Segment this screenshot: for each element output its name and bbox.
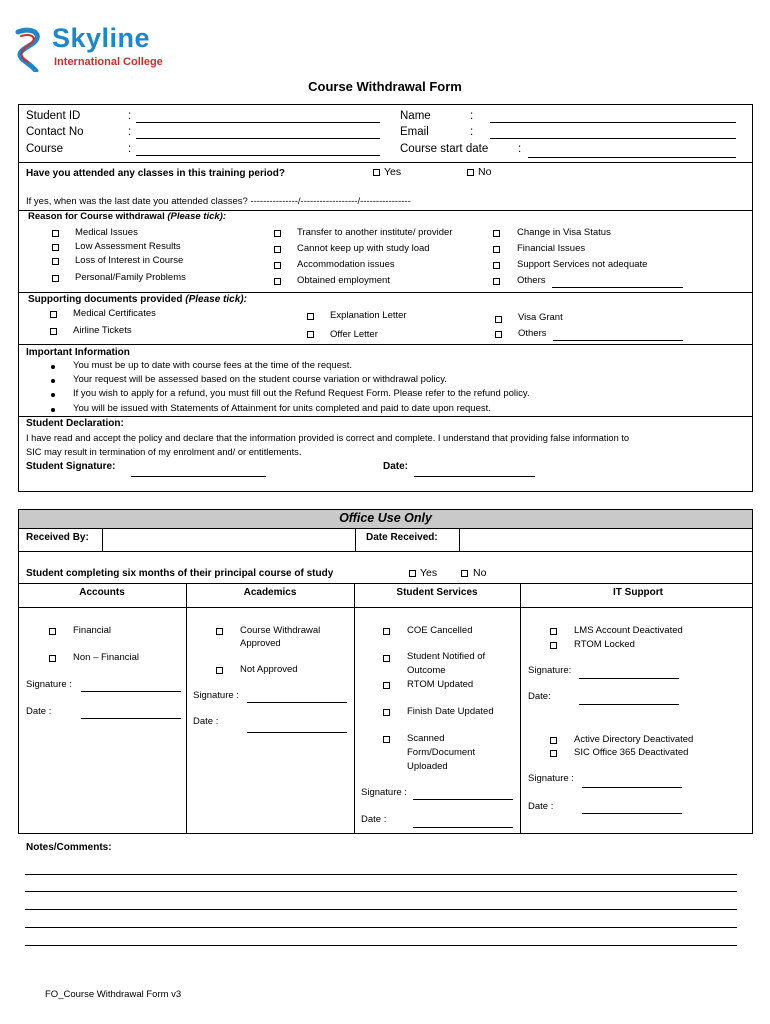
reason-option: Support Services not adequate xyxy=(517,259,648,270)
reason-option: Financial Issues xyxy=(517,243,586,254)
academics-checkbox[interactable] xyxy=(216,667,223,674)
document-checkbox[interactable] xyxy=(307,313,314,320)
student-services-option: RTOM Updated xyxy=(407,679,474,690)
reason-checkbox[interactable] xyxy=(52,230,59,237)
office-title: Office Use Only xyxy=(339,511,432,525)
course-label: Course xyxy=(26,143,64,155)
declaration-title: Student Declaration: xyxy=(26,418,124,429)
notes-line[interactable] xyxy=(25,891,737,892)
academics-date-field[interactable] xyxy=(247,732,347,733)
reason-checkbox[interactable] xyxy=(274,262,281,269)
accounts-date-field[interactable] xyxy=(81,718,181,719)
student-services-signature-label: Signature : xyxy=(361,787,407,798)
reason-option: Obtained employment xyxy=(297,275,390,286)
it-support-checkbox[interactable] xyxy=(550,750,557,757)
it-support-option: LMS Account Deactivated xyxy=(574,625,683,636)
colon: : xyxy=(128,110,132,122)
reason-option: Low Assessment Results xyxy=(75,241,181,252)
name-label: Name xyxy=(400,110,431,122)
accounts-date-label: Date : xyxy=(26,706,52,717)
reason-option: Personal/Family Problems xyxy=(75,272,186,283)
accounts-option: Financial xyxy=(73,625,112,636)
document-checkbox[interactable] xyxy=(50,328,57,335)
important-title: Important Information xyxy=(26,347,130,358)
bullet xyxy=(51,379,55,383)
date-received-field[interactable] xyxy=(460,529,752,550)
academics-signature-label: Signature : xyxy=(193,690,239,701)
important-item: Your request will be assessed based on the student course variation or withdrawal policy. xyxy=(73,374,447,385)
six-months-no-label: No xyxy=(473,567,487,579)
student-services-checkbox[interactable] xyxy=(383,709,390,716)
document-option: Airline Tickets xyxy=(73,325,132,336)
email-label: Email xyxy=(400,126,429,138)
reason-checkbox[interactable] xyxy=(493,278,500,285)
reason-checkbox[interactable] xyxy=(493,262,500,269)
it-support-option: RTOM Locked xyxy=(574,639,635,650)
accounts-checkbox[interactable] xyxy=(49,655,56,662)
reason-option: Cannot keep up with study load xyxy=(297,243,430,254)
reason-title: Reason for Course withdrawal (Please tick): xyxy=(28,211,226,222)
student-signature-field[interactable] xyxy=(131,476,266,477)
it-support-signature-field[interactable] xyxy=(582,787,682,788)
reason-checkbox[interactable] xyxy=(493,246,500,253)
six-months-yes-checkbox[interactable] xyxy=(409,570,416,577)
student-services-option: Outcome xyxy=(407,665,446,676)
declaration-text: SIC may result in termination of my enrolment and/ or entitlements. xyxy=(26,447,302,457)
notes-line[interactable] xyxy=(25,945,737,946)
colon: : xyxy=(128,143,132,155)
student-services-checkbox[interactable] xyxy=(383,655,390,662)
colon: : xyxy=(470,110,474,122)
student-services-header: Student Services xyxy=(396,587,478,598)
student-signature-label: Student Signature: xyxy=(26,461,116,472)
reason-checkbox[interactable] xyxy=(52,244,59,251)
academics-date-label: Date : xyxy=(193,716,219,727)
college-logo xyxy=(12,24,177,74)
date-received-label: Date Received: xyxy=(366,532,438,543)
student-services-option: Uploaded xyxy=(407,761,448,772)
academics-option: Course Withdrawal xyxy=(240,625,321,636)
reason-others-field[interactable] xyxy=(552,287,683,288)
important-item: If you wish to apply for a refund, you must fill out the Refund Request Form. Please refer to the refund policy. xyxy=(73,388,530,399)
it-support-signature-label: Signature: xyxy=(528,665,572,676)
it-support-checkbox[interactable] xyxy=(550,628,557,635)
reason-checkbox[interactable] xyxy=(52,275,59,282)
colon: : xyxy=(518,143,522,155)
notes-line[interactable] xyxy=(25,909,737,910)
contact-no-field[interactable] xyxy=(136,138,380,139)
it-support-option: SIC Office 365 Deactivated xyxy=(574,747,689,758)
academics-header: Academics xyxy=(243,587,297,598)
reason-checkbox[interactable] xyxy=(52,258,59,265)
it-support-date-field[interactable] xyxy=(579,704,679,705)
it-support-header: IT Support xyxy=(613,587,663,598)
received-by-field[interactable] xyxy=(103,529,353,550)
reason-option: Transfer to another institute/ provider xyxy=(297,227,453,238)
document-checkbox[interactable] xyxy=(495,316,502,323)
student-services-date-field[interactable] xyxy=(413,827,513,828)
reason-option: Change in Visa Status xyxy=(517,227,611,238)
student-services-option: COE Cancelled xyxy=(407,625,473,636)
reason-checkbox[interactable] xyxy=(274,246,281,253)
logo-name: Skyline xyxy=(52,23,151,53)
document-option: Offer Letter xyxy=(330,329,378,340)
office-use-section xyxy=(18,509,753,834)
it-support-signature-field[interactable] xyxy=(579,678,679,679)
attendance-no-label: No xyxy=(478,166,492,178)
six-months-question: Student completing six months of their principal course of study xyxy=(26,568,334,579)
academics-checkbox[interactable] xyxy=(216,628,223,635)
course-start-field[interactable] xyxy=(528,157,736,158)
document-option: Medical Certificates xyxy=(73,308,156,319)
student-id-field[interactable] xyxy=(136,122,380,123)
attendance-yes-checkbox[interactable] xyxy=(373,169,380,176)
student-services-checkbox[interactable] xyxy=(383,736,390,743)
last-attended-date: If yes, when was the last date you attended classes? ---------------/------------------/---------------- xyxy=(26,196,411,207)
it-support-date-label: Date: xyxy=(528,691,551,702)
student-services-date-label: Date : xyxy=(361,814,387,825)
accounts-signature-label: Signature : xyxy=(26,679,72,690)
document-others-field[interactable] xyxy=(553,340,683,341)
it-support-signature-label: Signature : xyxy=(528,773,574,784)
colon: : xyxy=(128,126,132,138)
reason-checkbox[interactable] xyxy=(274,230,281,237)
it-support-date-field[interactable] xyxy=(582,813,682,814)
skyline-swoosh-icon xyxy=(12,24,48,72)
it-support-date-label: Date : xyxy=(528,801,554,812)
notes-line[interactable] xyxy=(25,874,737,875)
document-option: Visa Grant xyxy=(518,312,563,323)
bullet xyxy=(51,365,55,369)
six-months-yes-label: Yes xyxy=(420,567,438,579)
form-title: Course Withdrawal Form xyxy=(308,79,462,94)
attendance-question: Have you attended any classes in this training period? xyxy=(26,168,285,179)
accounts-option: Non – Financial xyxy=(73,652,140,663)
it-support-checkbox[interactable] xyxy=(550,737,557,744)
logo-subtitle: International College xyxy=(54,56,163,68)
colon: : xyxy=(470,126,474,138)
academics-option: Approved xyxy=(240,638,281,649)
document-option: Others xyxy=(518,328,547,339)
reason-option: Loss of Interest in Course xyxy=(75,255,184,266)
it-support-option: Active Directory Deactivated xyxy=(574,734,694,745)
reason-option: Medical Issues xyxy=(75,227,138,238)
course-field[interactable] xyxy=(136,155,380,156)
student-id-label: Student ID xyxy=(26,110,81,122)
student-services-signature-field[interactable] xyxy=(413,799,513,800)
reason-option: Others xyxy=(517,275,546,286)
accounts-checkbox[interactable] xyxy=(49,628,56,635)
attendance-yes-label: Yes xyxy=(384,166,402,178)
declaration-date-field[interactable] xyxy=(414,476,535,477)
important-item: You must be up to date with course fees at the time of the request. xyxy=(73,360,353,371)
student-services-option: Student Notified of xyxy=(407,651,486,662)
document-checkbox[interactable] xyxy=(495,331,502,338)
student-services-option: Form/Document xyxy=(407,747,476,758)
important-item: You will be issued with Statements of Attainment for units completed and paid to date upon request. xyxy=(73,403,491,414)
notes-line[interactable] xyxy=(25,927,737,928)
email-field[interactable] xyxy=(490,138,736,139)
declaration-text: I have read and accept the policy and declare that the information provided is correct and complete. I understand that providing false information to xyxy=(26,433,630,443)
course-start-label: Course start date xyxy=(400,143,489,155)
received-by-label: Received By: xyxy=(26,532,89,543)
footer-form-code: FO_Course Withdrawal Form v3 xyxy=(45,989,182,1000)
attendance-no-checkbox[interactable] xyxy=(467,169,474,176)
declaration-date-label: Date: xyxy=(383,461,409,472)
documents-title: Supporting documents provided (Please tick): xyxy=(28,294,247,305)
document-option: Explanation Letter xyxy=(330,310,407,321)
document-checkbox[interactable] xyxy=(307,331,314,338)
bullet xyxy=(51,393,55,397)
reason-option: Accommodation issues xyxy=(297,259,395,270)
notes-label: Notes/Comments: xyxy=(26,842,112,853)
name-field[interactable] xyxy=(490,122,736,123)
reason-checkbox[interactable] xyxy=(274,278,281,285)
student-services-option: Scanned xyxy=(407,733,445,744)
accounts-header: Accounts xyxy=(79,587,125,598)
document-checkbox[interactable] xyxy=(50,311,57,318)
academics-signature-field[interactable] xyxy=(247,702,347,703)
accounts-signature-field[interactable] xyxy=(81,691,181,692)
student-services-checkbox[interactable] xyxy=(383,628,390,635)
reason-checkbox[interactable] xyxy=(493,230,500,237)
student-services-option: Finish Date Updated xyxy=(407,706,494,717)
student-services-checkbox[interactable] xyxy=(383,682,390,689)
it-support-checkbox[interactable] xyxy=(550,642,557,649)
six-months-no-checkbox[interactable] xyxy=(461,570,468,577)
academics-option: Not Approved xyxy=(240,664,298,675)
contact-no-label: Contact No xyxy=(26,126,84,138)
bullet xyxy=(51,408,55,412)
